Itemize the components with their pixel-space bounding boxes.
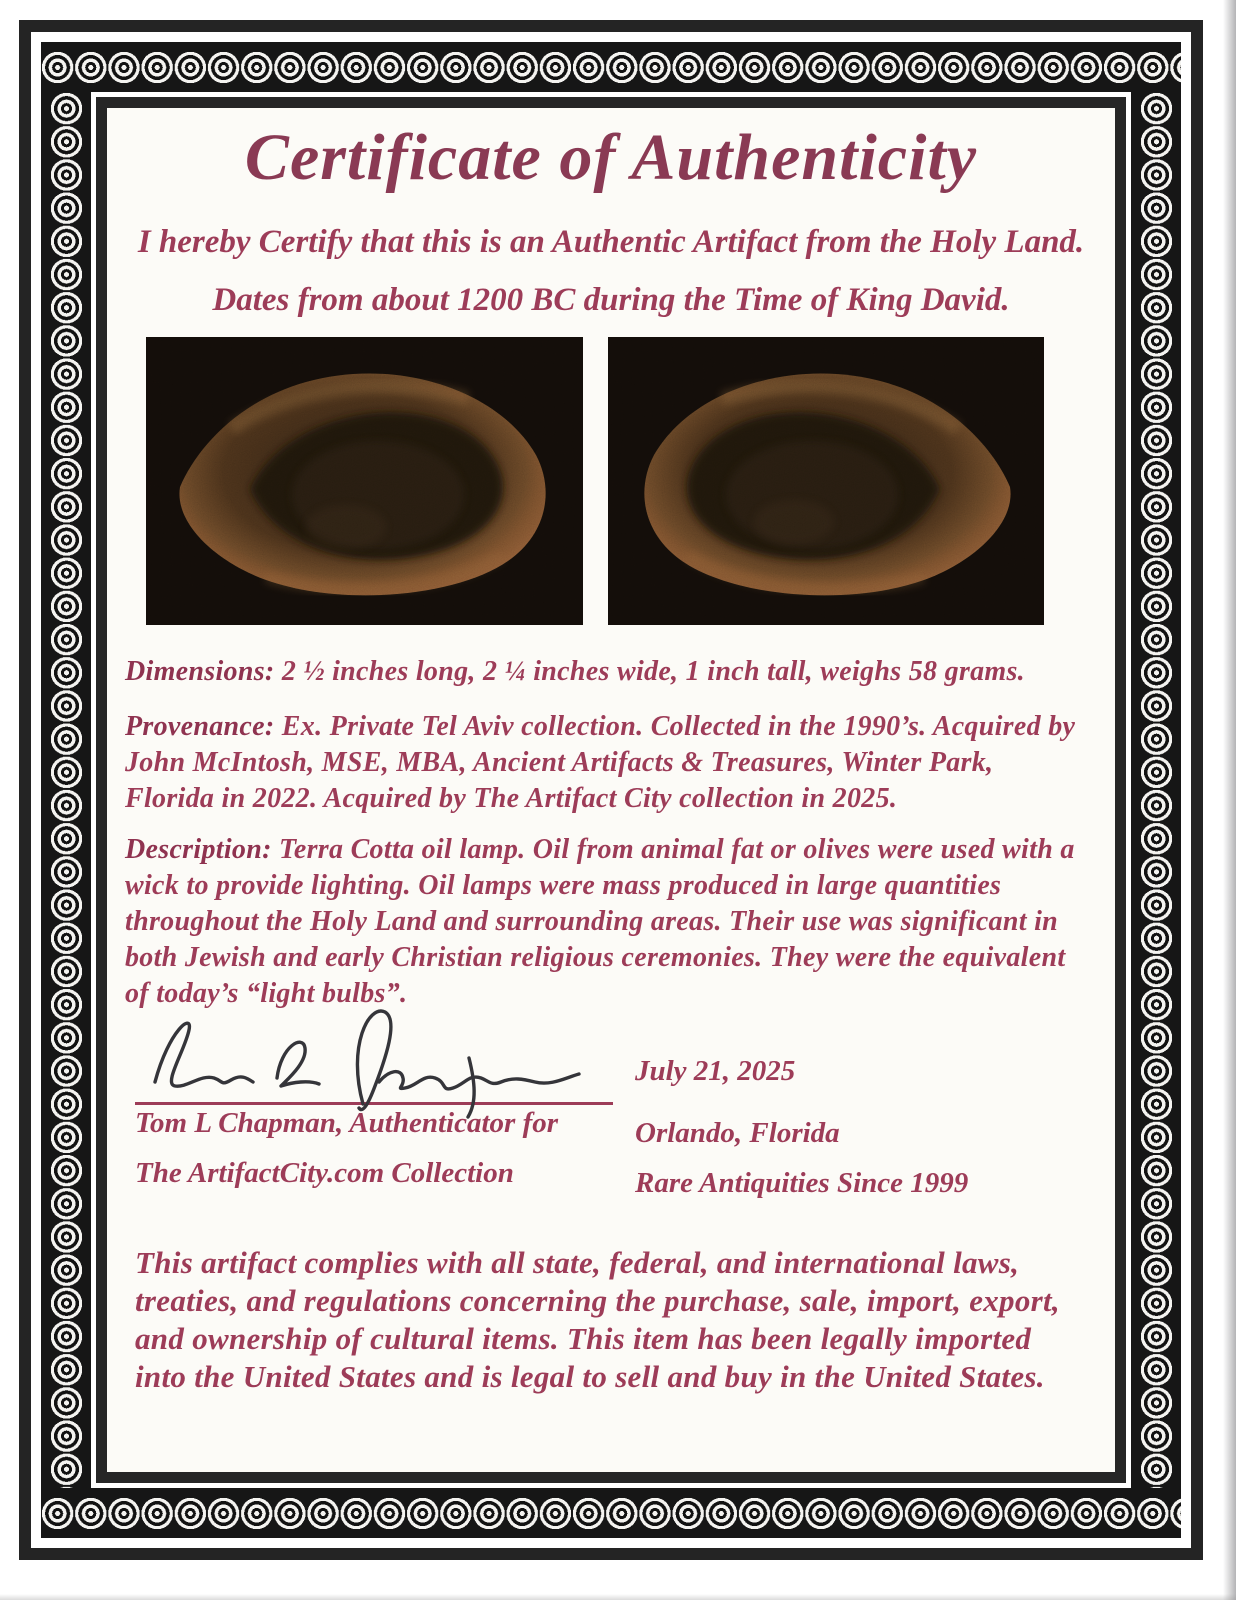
scan-edge-shadow-right [1223, 0, 1236, 1600]
signer-title: Tom L Chapman, Authenticator for [135, 1107, 559, 1139]
provenance-text: Ex. Private Tel Aviv collection. Collected in the 1990’s. Acquired by John McIntosh, MSE, MBA, Ancient Artifacts & Treasures, Winter Park, Florida in 2022. Acquired by The Artifact City collection in 2025. [125, 711, 1076, 814]
dimensions-label: Dimensions: [125, 656, 275, 687]
circle-border-left [41, 92, 91, 1488]
legal-compliance-paragraph: This artifact complies with all state, federal, and international laws, treaties, and regulations concerning the purchase, sale, import, export, and ownership of cultural items. This item has been legally imported into the United States and is legal to sell and buy in the United States. [135, 1245, 1060, 1394]
description-paragraph [125, 832, 1079, 1012]
circle-border-right [1131, 92, 1181, 1488]
artifact-photos-row [146, 337, 1044, 625]
circle-border-top [41, 42, 1181, 92]
company-tagline: Rare Antiquities Since 1999 [635, 1167, 969, 1199]
certificate-location: Orlando, Florida [635, 1117, 840, 1149]
certificate-date: July 21, 2025 [635, 1055, 796, 1087]
inner-border-frame [96, 97, 1126, 1483]
circle-ornament-border [41, 42, 1181, 1538]
description-text: Terra Cotta oil lamp. Oil from animal fat or olives were used with a wick to provide lighting. Oil lamps were mass produced in large quantities throughout the Holy Land and surrounding areas. Their use was significant in both Jewish and early Christian religious ceremonies. They were the equivalent of today’s “light bulbs”. [125, 834, 1075, 1009]
dimensions-text: 2 ½ inches long, 2 ¼ inches wide, 1 inch tall, weighs 58 grams. [281, 656, 1025, 687]
circle-border-bottom [41, 1488, 1181, 1538]
scan-edge-shadow-bottom [0, 1594, 1236, 1600]
certificate-title: Certificate of Authenticity [244, 121, 978, 194]
dimensions-paragraph [125, 654, 1079, 690]
collection-name: The ArtifactCity.com Collection [135, 1157, 514, 1189]
dating-statement: Dates from about 1200 BC during the Time of King David. [212, 282, 1010, 318]
signature-handwriting [117, 986, 637, 1121]
outer-border-frame [19, 20, 1203, 1560]
certify-statement: I hereby Certify that this is an Authentic Artifact from the Holy Land. [137, 224, 1085, 260]
artifact-photo-spout-right [608, 337, 1044, 625]
artifact-photo-spout-left [146, 337, 583, 625]
provenance-label: Provenance: [125, 711, 275, 742]
provenance-paragraph [125, 709, 1079, 817]
description-label: Description: [125, 834, 272, 865]
certificate-content [107, 108, 1115, 1472]
